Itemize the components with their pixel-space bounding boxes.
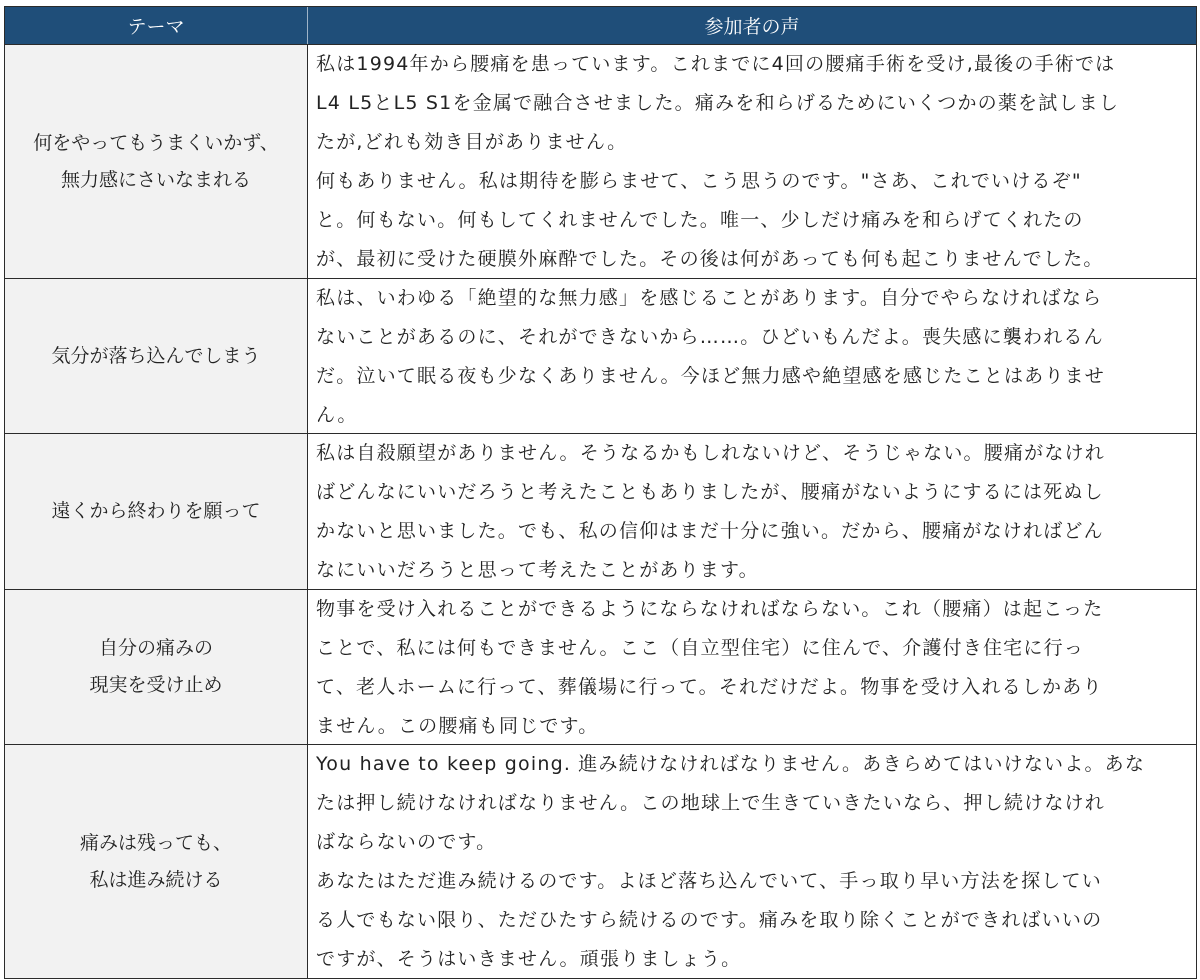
voice-line: ん。: [316, 404, 358, 426]
voice-line: たは押し続けなければなりません。この地球上で生きていきたいなら、押し続けなけれ: [316, 792, 1105, 814]
voice-line: L4 L5とL5 S1を金属で融合させました。痛みを和らげるためにいくつかの薬を試しまし: [316, 92, 1120, 114]
theme-line: 遠くから終わりを願って: [51, 500, 261, 522]
voice-line: ばならないのです。: [316, 831, 497, 853]
theme-line: 自分の痛みの: [98, 637, 213, 659]
theme-line: 無力感にさいなまれる: [60, 168, 251, 191]
header-theme: テーマ: [5, 7, 308, 44]
voice-line: ことで、私には何もできません。ここ（自立型住宅）に住んで、介護付き住宅に行っ: [316, 637, 1084, 659]
themes-table: [4, 6, 1197, 979]
theme-cell: [5, 590, 308, 744]
voice-line: たが,どれも効き目がありません。: [316, 131, 628, 153]
table-row: [5, 434, 1196, 590]
voice-line: と。何もない。何もしてくれませんでした。唯一、少しだけ痛みを和らげてくれたの: [316, 209, 1084, 231]
theme-line: 痛みは残っても、: [79, 831, 232, 854]
voice-cell: [308, 590, 1196, 744]
theme-line: 私は進み続ける: [89, 868, 223, 891]
table-row: [5, 590, 1196, 745]
voice-line: が、最初に受けた硬膜外麻酔でした。その後は何があっても何も起こりませんでした。: [316, 248, 1104, 270]
voice-line: 私は1994年から腰痛を患っています。これまでに4回の腰痛手術を受け,最後の手術では: [316, 53, 1116, 75]
table-row: [5, 745, 1196, 978]
table-row: [5, 279, 1196, 434]
theme-cell: [5, 279, 308, 433]
voice-line: ません。この腰痛も同じです。: [316, 715, 599, 737]
voice-cell: [308, 745, 1196, 978]
voice-line: る人でもない限り、ただひたすら続けるのです。痛みを取り除くことができればいいの: [316, 909, 1103, 931]
theme-line: 現実を受け止め: [89, 674, 223, 696]
voice-line: なにいいだろうと思って考えたことがあります。: [316, 559, 759, 581]
voice-line: ないことがあるのに、それができないから……。ひどいもんだよ。喪失感に襲われるん: [316, 326, 1104, 348]
voice-line: ばどんなにいいだろうと考えたこともありましたが、腰痛がないようにするには死ぬし: [316, 481, 1104, 503]
theme-cell: [5, 434, 308, 589]
theme-line: 何をやってもうまくいかず、: [33, 131, 279, 154]
voice-line: 物事を受け入れることができるようにならなければならない。これ（腰痛）は起こった: [316, 598, 1104, 620]
header-voice: 参加者の声: [704, 16, 800, 38]
table-row: [5, 45, 1196, 279]
theme-cell: [5, 745, 308, 978]
voice-cell: [308, 434, 1196, 589]
voice-line: て、老人ホームに行って、葬儀場に行って。それだけだよ。物事を受け入れるしかあり: [316, 676, 1103, 698]
theme-cell: [5, 45, 308, 278]
voice-line: あなたはただ進み続けるのです。よほど落ち込んでいて、手っ取り早い方法を探してい: [316, 870, 1102, 892]
voice-line: 私は、いわゆる「絶望的な無力感」を感じることがあります。自分でやらなければなら: [316, 287, 1103, 309]
voice-line: だ。泣いて眠る夜も少なくありません。今ほど無力感や絶望感を感じたことはありませ: [316, 365, 1105, 387]
voice-cell: [308, 45, 1196, 278]
voice-line: かないと思いました。でも、私の信仰はまだ十分に強い。だから、腰痛がなければどん: [316, 520, 1104, 542]
voice-line: 何もありません。私は期待を膨らませて、こう思うのです。"さあ、これでいけるぞ": [316, 170, 1082, 192]
theme-line: 気分が落ち込んでしまう: [51, 344, 261, 367]
voice-line: ですが、そうはいきません。頑張りましょう。: [316, 948, 742, 970]
voice-line: You have to keep going. 進み続けなければなりません。あきらめてはいけないよ。あな: [316, 753, 1146, 775]
voice-cell: [308, 279, 1196, 433]
voice-line: 私は自殺願望がありません。そうなるかもしれないけど、そうじゃない。腰痛がなけれ: [316, 442, 1105, 464]
table-header: [5, 7, 1196, 45]
